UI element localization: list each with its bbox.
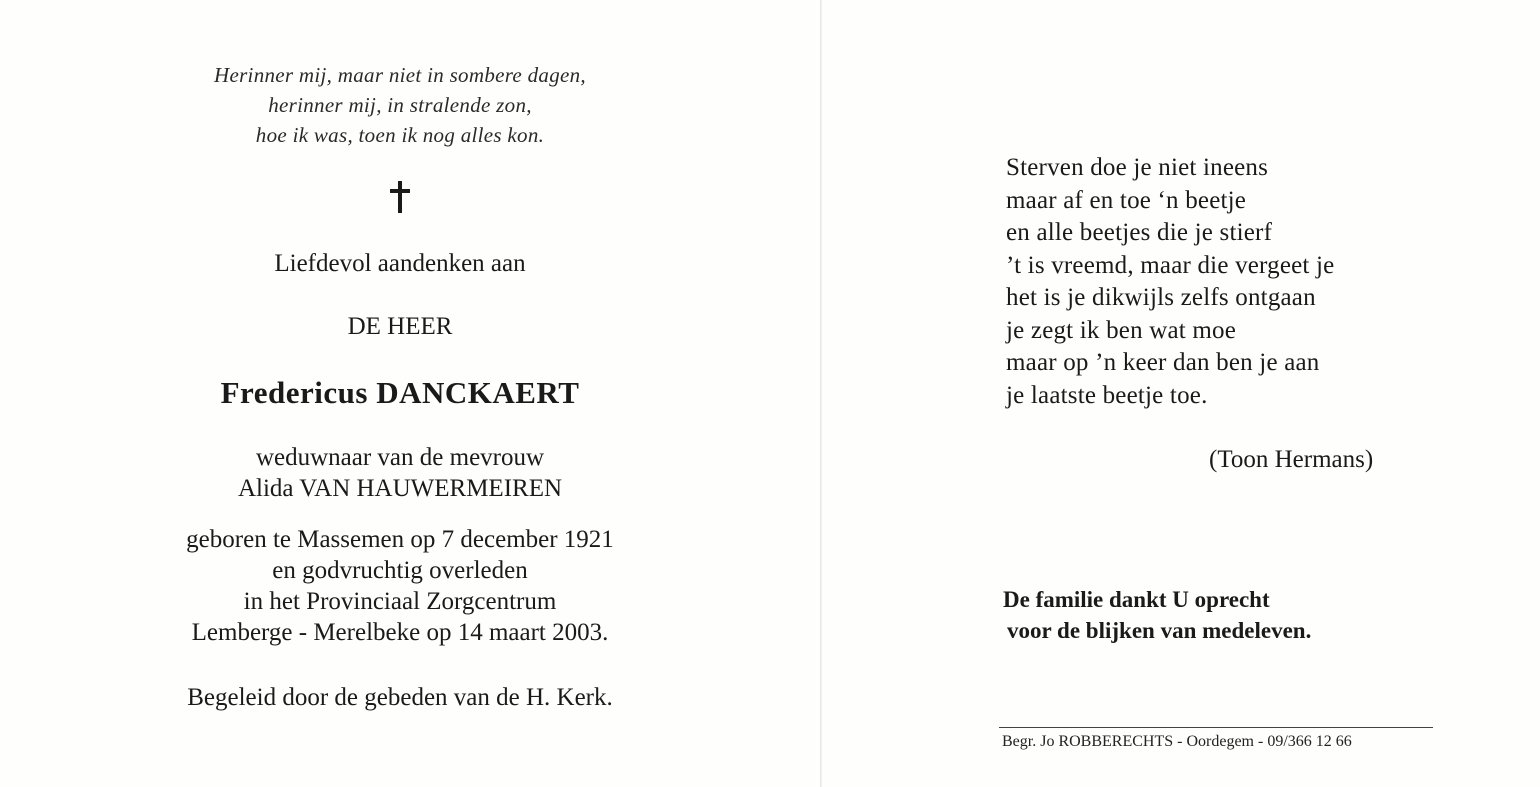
thanks-line: De familie dankt U oprecht [1003, 587, 1270, 612]
closing-poem-line: ’t is vreemd, maar die vergeet je [1006, 251, 1335, 279]
closing-poem-line: Sterven doe je niet ineens [1006, 154, 1269, 181]
thanks-line: voor de blijken van medeleven. [1007, 618, 1312, 643]
divider [999, 727, 1433, 728]
right-panel [822, 0, 1540, 787]
closing-poem-line: je zegt ik ben wat moe [1006, 316, 1237, 344]
closing-poem-line: maar af en toe ‘n beetje [1006, 186, 1247, 214]
in-memory-heading: Liefdevol aandenken aan [274, 250, 526, 277]
opening-poem-line: Herinner mij, maar niet in sombere dagen, [214, 63, 586, 87]
life-line: Lemberge - Merelbeke op 14 maart 2003. [191, 619, 609, 646]
spouse-line: weduwnaar van de mevrouw [255, 444, 545, 471]
spouse-info [0, 442, 800, 504]
family-thanks [1003, 584, 1311, 646]
closing-poem-line: maar op ’n keer dan ben je aan [1006, 349, 1320, 376]
undertaker-info: Begr. Jo ROBBERECHTS - Oordegem - 09/366 12 66 [1002, 733, 1352, 750]
cross-container [0, 180, 800, 216]
life-line: en godvruchtig overleden [272, 557, 528, 584]
closing-poem [1006, 152, 1334, 412]
opening-poem-line: hoe ik was, toen ik nog alles kon. [255, 123, 545, 147]
life-line: geboren te Massemen op 7 december 1921 [186, 526, 614, 553]
life-line: in het Provinciaal Zorgcentrum [243, 588, 557, 615]
prayer-line: Begeleid door de gebeden van de H. Kerk. [187, 684, 613, 711]
opening-poem-line: herinner mij, in stralende zon, [268, 93, 532, 117]
honorific-title: DE HEER [347, 313, 453, 340]
life-details [0, 524, 800, 648]
cross-icon [388, 180, 412, 214]
closing-poem-line: je laatste beetje toe. [1006, 381, 1208, 409]
closing-poem-line: en alle beetjes die je stierf [1006, 219, 1273, 246]
poem-author: (Toon Hermans) [1209, 446, 1374, 473]
deceased-name: Fredericus DANCKAERT [220, 375, 580, 410]
spouse-name: Alida VAN HAUWERMEIREN [237, 475, 563, 502]
closing-poem-line: het is je dikwijls zelfs ontgaan [1006, 284, 1316, 311]
opening-poem [0, 60, 800, 150]
